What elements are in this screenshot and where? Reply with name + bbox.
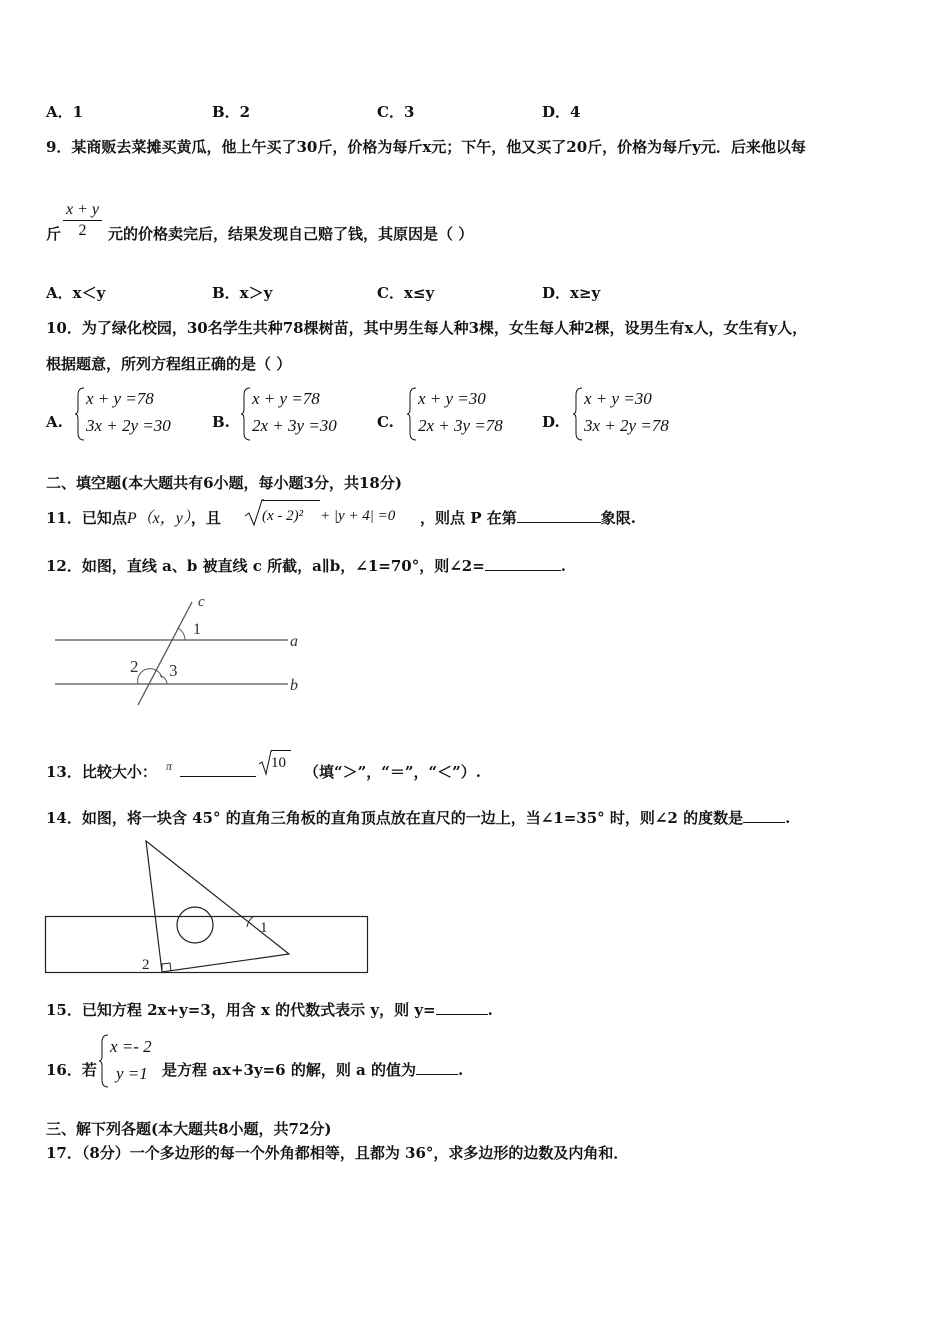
q14-line [46,808,790,828]
section-2-heading: 二、填空题(本大题共有6小题，每小题3分，共18分) [46,474,402,492]
q16-line [162,1060,463,1080]
q15-answer-blank [436,1000,488,1015]
q16-suffix: 是方程 ax+3y=6 的解，则 a 的值为 [162,1061,416,1079]
q10-option-a-brace-icon [74,387,86,441]
q13-prefix: 13．比较大小： [46,763,157,781]
q15-line [46,1000,493,1020]
q16-prefix: 16．若 [46,1061,97,1079]
q14-triangle [146,841,289,972]
q12-text: 12．如图，直线 a、b 被直线 c 所截，a∥b，∠1=70°，则∠2= [46,557,485,575]
q16-end: . [458,1061,464,1079]
q13-radical-icon [258,750,272,776]
q8-option-c: C．3 [377,103,415,121]
q11-prefix: 11．已知点 [46,509,127,527]
q14-end: . [785,809,791,827]
q10-option-a-system [86,385,171,439]
q11-answer-blank [517,508,601,523]
q8-option-b: B．2 [212,103,251,121]
q10-option-b-system [252,385,337,439]
q12-label-c: c [198,594,205,610]
q11-radical-bar [262,500,320,501]
q9-fraction [63,200,102,241]
q12-line [46,556,566,576]
q11-mid: ，且 [190,509,221,527]
q13-answer-blank [180,776,256,777]
q10-line1: 10．为了绿化校园，30名学生共种78棵树苗，其中男生每人种3棵，女生每人种2棵，设男生有x人，女生有y人， [46,319,808,337]
q9-option-a: A．x＜y [46,284,106,302]
q10-option-d-brace-icon [572,387,584,441]
q11-line [46,508,221,529]
q10-option-a-label: A. [46,413,63,431]
q10-option-b-brace-icon [240,387,252,441]
q9-line1: 9．某商贩去菜摊买黄瓜，他上午买了30斤，价格为每斤x元；下午，他又买了20斤，价格为每斤y元．后来他以每 [46,138,806,156]
q10-option-c-label: C. [377,413,394,431]
q10-option-c-brace-icon [406,387,418,441]
q14-ruler [46,917,368,973]
q14-label-2: 2 [142,957,150,973]
q11-suffix: ，则点 P 在第 [420,509,517,527]
q10-option-c-system [418,385,503,439]
q14-answer-blank [743,808,785,823]
q9-option-d: D．x≥y [542,284,601,302]
q12-end: . [560,557,567,575]
q12-label-3: 3 [169,661,178,680]
q13-sqrt-value: 10 [271,755,286,771]
q16-brace-icon [98,1034,110,1088]
q10-option-d-eq2: 3x + 2y =78 [584,416,669,435]
q10-option-a-eq1: x + y =78 [86,389,154,408]
q13-pi: π [166,759,173,773]
q9-option-c: C．x≤y [377,284,435,302]
q9-prefix: 斤 [46,225,62,243]
section-3-heading: 三、解下列各题(本大题共8小题，共72分) [46,1120,332,1138]
q14-figure [44,836,374,976]
q15-text: 15．已知方程 2x+y=3，用含 x 的代数式表示 y，则 y= [46,1001,436,1019]
q11-abs-part: + |y + 4| =0 [320,508,396,524]
q16-system [110,1033,152,1087]
q10-option-d-system [584,385,669,439]
q11-sqrt-expr: (x - 2)² [262,508,304,524]
q12-line-c [138,602,192,705]
q12-label-a: a [290,633,298,650]
q11-suffix-line [420,508,636,528]
q11-radical-icon [244,498,264,528]
q12-label-1: 1 [193,621,201,638]
q8-option-a: A．1 [46,103,84,121]
q13-radical-bar [271,750,291,751]
q9-option-b: B．x＞y [212,284,273,302]
q14-triangle-hole [177,907,213,943]
q11-end: 象限. [600,509,636,527]
q10-option-a-eq2: 3x + 2y =30 [86,416,171,435]
q17-text: 17．（8分）一个多边形的每一个外角都相等，且都为 36°，求多边形的边数及内角和． [46,1144,629,1162]
q14-text: 14．如图，将一块含 45° 的直角三角板的直角顶点放在直尺的一边上，当∠1=35° 时，则∠2 的度数是 [46,809,744,827]
q10-option-b-eq2: 2x + 3y =30 [252,416,337,435]
q10-option-c-eq2: 2x + 3y =78 [418,416,503,435]
q10-option-d-label: D. [542,413,560,431]
q10-option-b-label: B. [212,413,230,431]
q16-eq1: x =- 2 [110,1037,152,1056]
q15-end: . [487,1001,493,1019]
q12-label-2: 2 [130,657,139,676]
q11-point: P（x，y） [126,510,191,527]
q9-frac-denominator: 2 [78,222,87,239]
q10-option-b-eq1: x + y =78 [252,389,320,408]
q12-angle3-arc [160,676,167,684]
q12-answer-blank [485,556,561,571]
q10-line2: 根据题意，所列方程组正确的是（ ） [46,355,292,373]
q16-answer-blank [416,1060,458,1075]
q12-angle1-arc [178,628,185,640]
q9-frac-numerator: x + y [63,200,102,221]
q8-option-d: D．4 [542,103,581,121]
q10-option-c-eq1: x + y =30 [418,389,486,408]
q12-figure [50,590,310,715]
q14-label-1: 1 [260,920,268,936]
q16-eq2: y =1 [116,1064,148,1083]
q9-suffix: 元的价格卖完后，结果发现自己赔了钱，其原因是（ ） [108,225,474,243]
q13-suffix: （填“＞”，“＝”，“＜”）. [304,763,481,781]
q10-option-d-eq1: x + y =30 [584,389,652,408]
q12-label-b: b [290,677,298,694]
